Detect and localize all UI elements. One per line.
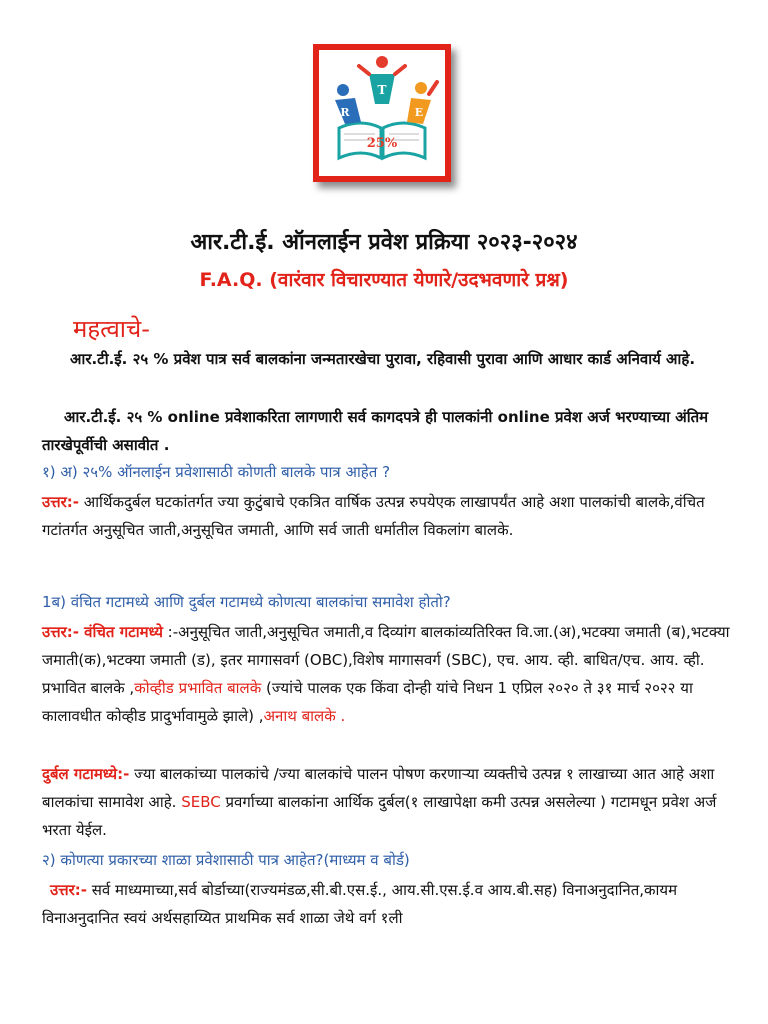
covid-label: कोव्हीड प्रभावित बालके — [134, 679, 262, 697]
question-1a: १) अ) २५% ऑनलाईन प्रवेशासाठी कोणती बालके पात्र आहेत ? — [42, 463, 391, 481]
orphan-label: अनाथ बालके . — [263, 707, 346, 725]
note-2: आर.टी.ई. २५ % online प्रवेशाकरिता लागणारी सर्व कागदपत्रे ही पालकांनी online प्रवेश अर्ज भरण्याच्या अंतिम तारखेपूर्वीची असावीत . — [42, 408, 709, 454]
person-icon-right — [415, 82, 427, 94]
logo-letter-e: E — [414, 106, 424, 119]
answer-1b — [42, 618, 732, 730]
answer-label: उत्तर:- — [50, 881, 87, 899]
answer-text: (ज्यांचे पालक एक किंवा दोन्ही यांचे निधन 1 एप्रिल २०२० ते ३१ मार्च २०२२ या कालावधीत कोव्हीड प्रादुर्भावामुळे झाले) , — [42, 679, 693, 725]
page-subtitle: F.A.Q. (वारंवार विचारण्यात येणारे/उदभवणारे प्रश्न) — [199, 269, 569, 291]
page-title: आर.टी.ई. ऑनलाईन प्रवेश प्रक्रिया २०२३-२०२४ — [190, 230, 578, 255]
answer-1a — [42, 488, 732, 544]
rte-logo — [313, 44, 451, 182]
person-icon-left — [337, 84, 349, 96]
answer-label: उत्तर:- — [42, 493, 79, 511]
logo-letter-t: T — [377, 83, 387, 97]
answer-label: उत्तर:- वंचित गटामध्ये — [42, 623, 163, 641]
answer-text: आर्थिकदुर्बल घटकांतर्गत ज्या कुटुंबाचे एकत्रित वार्षिक उत्पन्न रुपयेएक लाखापर्यंत आहे अशा पालकांची बालके,वंचित गटांतर्गत अनुसूचित जाती,अनुसूचित जमाती, आणि सर्व जाती धर्मातील विकलांग बालके. — [42, 493, 705, 539]
answer-2 — [42, 876, 732, 932]
sebc-label: SEBC — [181, 793, 221, 811]
important-heading: महत्वाचे- — [73, 315, 150, 343]
answer-text: ज्या बालकांच्या पालकांचे /ज्या बालकांचे पालन पोषण करणाऱ्या व्यक्तीचे उत्पन्न १ लाखाच्या आत आहे अशा बालकांचा सामावेश आहे. — [42, 765, 715, 811]
rte-logo-graphic — [319, 50, 445, 176]
weak-group-label: दुर्बल गटामध्ये:- — [42, 765, 130, 783]
answer-text: :-अनुसूचित जाती,अनुसूचित जमाती,व दिव्यांग बालकांव्यतिरिक्त वि.जा.(अ),भटक्या जमाती (ब),भटक्या जमाती(क),भटक्या जमाती (ड), इतर मागासवर्ग (OBC),विशेष मागासवर्ग (SBC), एच. आय. व्ही. बाधित/एच. आय. व्ही. प्रभावित बालके , — [42, 623, 730, 697]
question-1b: 1ब) वंचित गटामध्ये आणि दुर्बल गटामध्ये कोणत्या बालकांचा समावेश होतो? — [42, 593, 451, 611]
logo-percent: 25% — [366, 136, 398, 151]
answer-text: सर्व माध्यमाच्या,सर्व बोर्डाच्या(राज्यमंडळ,सी.बी.एस.ई., आय.सी.एस.ई.व आय.बी.सह) विनाअनुदानित,कायम विनाअनुदानित स्वयं अर्थसहाय्यित प्राथमिक सर्व शाळा जेथे वर्ग १ली — [42, 881, 678, 927]
note-1: आर.टी.ई. २५ % प्रवेश पात्र सर्व बालकांना जन्मतारखेचा पुरावा, रहिवासी पुरावा आणि आधार कार्ड अनिवार्य आहे. — [70, 350, 696, 368]
logo-letter-r: R — [340, 106, 350, 119]
question-2: २) कोणत्या प्रकारच्या शाळा प्रवेशासाठी पात्र आहेत?(माध्यम व बोर्ड) — [42, 851, 410, 869]
answer-weak-group — [42, 760, 732, 844]
answer-text: प्रवर्गाच्या बालकांना आर्थिक दुर्बल(१ लाखापेक्षा कमी उत्पन्न असलेल्या ) गटामधून प्रवेश अर्ज भरता येईल. — [42, 793, 717, 839]
person-icon-center — [376, 56, 388, 68]
